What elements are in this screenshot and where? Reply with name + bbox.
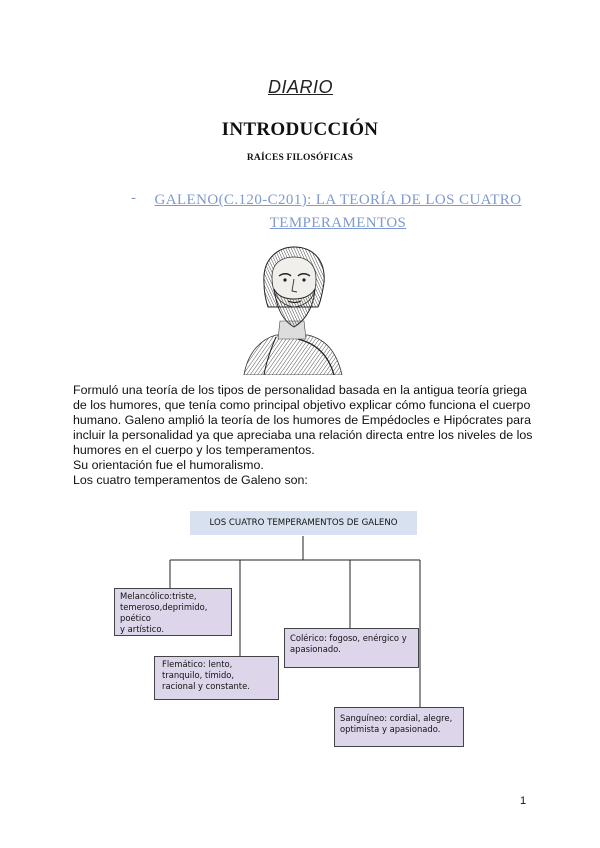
box-melancolico — [114, 588, 232, 636]
box-sanguineo — [334, 707, 464, 747]
body-line: Formuló una teoría de los tipos de personalidad basada en la antigua teoría griega — [73, 383, 527, 397]
temperaments-diagram — [110, 510, 490, 760]
diagram-title: LOS CUATRO TEMPERAMENTOS DE GALENO — [190, 511, 417, 535]
flematico-line: tranquilo, tímido, — [162, 670, 235, 680]
melancolico-line: y artístico. — [120, 624, 165, 634]
sanguineo-line: optimista y apasionado. — [340, 724, 441, 734]
body-line: Los cuatro temperamentos de Galeno son: — [73, 473, 308, 487]
body-paragraph — [73, 383, 533, 488]
diario-label: DIARIO — [268, 77, 334, 97]
box-colerico — [284, 628, 419, 668]
body-line: de los humores, que tenía como principal objetivo explicar cómo funciona el cuerpo — [73, 398, 531, 412]
melancolico-line: temeroso,deprimido, poético — [120, 602, 208, 623]
page-subtitle: RAÍCES FILOSÓFICAS — [246, 153, 354, 163]
sanguineo-line: Sanguíneo: cordial, alegre, — [340, 713, 453, 723]
colerico-line: Colérico: fogoso, enérgico y — [290, 633, 407, 643]
page-number: 1 — [520, 795, 527, 807]
galeno-portrait-image — [236, 243, 348, 375]
flematico-line: racional y constante. — [162, 681, 250, 691]
page-title: INTRODUCCIÓN — [221, 119, 379, 140]
flematico-line: Flemático: lento, — [162, 659, 233, 669]
melancolico-line: Melancólico:triste, — [120, 591, 197, 601]
section-heading-line-1: GALENO(C.120-C201): LA TEORÍA DE LOS CUATRO — [154, 192, 522, 208]
body-line: humores en el cuerpo y los temperamentos. — [73, 443, 315, 457]
bullet-dash: - — [131, 190, 136, 206]
section-heading-link[interactable] — [148, 189, 528, 235]
body-line: incluir la personalidad ya que apreciaba una relación directa entre los niveles de los — [73, 428, 533, 442]
box-flematico — [154, 656, 279, 700]
colerico-line: apasionado. — [290, 644, 341, 654]
body-line: Su orientación fue el humoralismo. — [73, 458, 264, 472]
section-heading-line-2: TEMPERAMENTOS — [269, 215, 407, 231]
body-line: humano. Galeno amplió la teoría de los humores de Empédocles e Hipócrates para — [73, 413, 532, 427]
